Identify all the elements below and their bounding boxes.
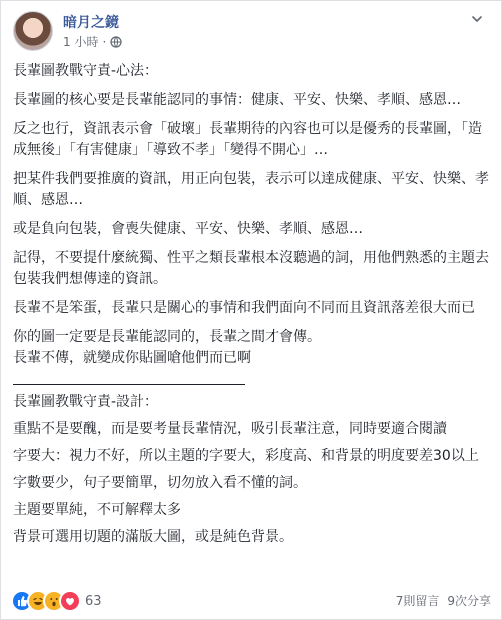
paragraph-1: 長輩圖的核心要是長輩能認同的事情：健康、平安、快樂、孝順、感恩… xyxy=(13,92,461,108)
author-name[interactable]: 暗月之鏡 xyxy=(63,15,119,31)
design-paragraph-3: 字數要少，句子要簡單，切勿放入看不懂的詞。 xyxy=(13,475,307,491)
share-count[interactable]: 9次分享 xyxy=(447,594,491,608)
paragraph-7b: 長輩不傳，就變成你貼圖嗆他們而已啊 xyxy=(13,350,251,366)
post-body xyxy=(13,61,491,548)
paragraph-3: 把某件我們要推廣的資訊，用正向包裝，表示可以達成健康、平安、快樂、孝順、感恩… xyxy=(13,171,489,208)
paragraph-7a: 你的圖一定要是長輩能認同的，長輩之間才會傳。 xyxy=(13,329,321,345)
section2-title: 長輩圖教戰守責-設計： xyxy=(13,394,159,410)
post-stats xyxy=(396,592,491,609)
post-header xyxy=(13,11,489,55)
comment-count[interactable]: 7則留言 xyxy=(395,594,440,608)
avatar[interactable] xyxy=(13,11,53,51)
paragraph-2: 反之也行，資訊表示會「破壞」長輩期待的內容也可以是優秀的長輩圖，「造成無後」「有害健康」「導致不孝」「變得不開心」… xyxy=(13,121,482,158)
design-paragraph-5: 背景可選用切題的滿版大圖，或是純色背景。 xyxy=(13,529,293,545)
love-icon[interactable] xyxy=(59,590,81,612)
design-paragraph-2: 字要大：視力不好，所以主題的字要大，彩度高、和背景的明度要差30以上 xyxy=(13,448,479,464)
paragraph-6: 長輩不是笨蛋，長輩只是關心的事情和我們面向不同而且資訊落差很大而已 xyxy=(13,300,475,316)
chevron-down-icon[interactable] xyxy=(471,13,483,29)
post-footer xyxy=(11,588,491,612)
separator-dot: · xyxy=(102,34,107,49)
section1-title: 長輩圖教戰守責-心法： xyxy=(13,63,159,79)
reaction-count[interactable]: 63 xyxy=(85,593,102,609)
globe-icon[interactable] xyxy=(110,36,122,48)
design-paragraph-4: 主題要單純，不可解釋太多 xyxy=(13,502,181,518)
design-paragraph-1: 重點不是要醜，而是要考量長輩情況，吸引長輩注意，同時要適合閱讀 xyxy=(13,421,447,437)
section-divider xyxy=(13,384,245,385)
paragraph-4: 或是負向包裝，會喪失健康、平安、快樂、孝順、感恩… xyxy=(13,221,363,237)
post-meta xyxy=(63,33,122,50)
paragraph-5: 記得，不要提什麼統獨、性平之類長輩根本沒聽過的詞，用他們熟悉的主題去包裝我們想傳達的資訊。 xyxy=(13,250,489,287)
post-time[interactable]: 1 小時 xyxy=(63,35,99,49)
reactions[interactable] xyxy=(11,590,102,612)
